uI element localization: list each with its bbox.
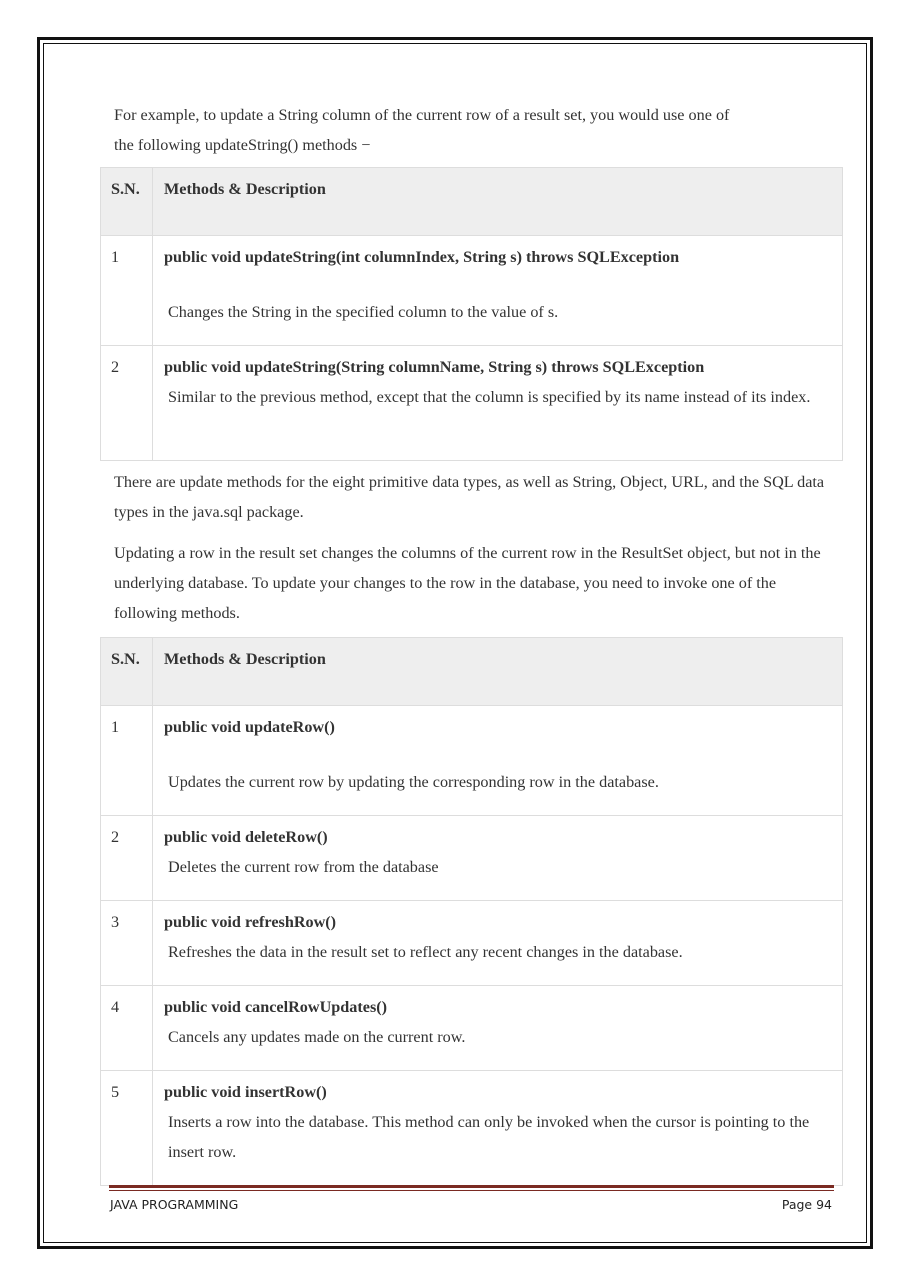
row-number: 1 (111, 718, 120, 736)
method-signature: public void cancelRowUpdates() (164, 998, 388, 1016)
row-description-cell (153, 346, 843, 461)
table-row (101, 986, 843, 1071)
method-description: Refreshes the data in the result set to reflect any recent changes in the database. (168, 943, 683, 961)
row-number-cell (101, 706, 153, 816)
header-sn: S.N. (101, 168, 153, 236)
intro-paragraph (114, 100, 830, 160)
header-methods-description: Methods & Description (153, 168, 843, 236)
row-number: 5 (111, 1083, 120, 1101)
footer-title: JAVA PROGRAMMING (110, 1197, 239, 1212)
method-signature: public void deleteRow() (164, 828, 328, 846)
row-number-cell (101, 986, 153, 1071)
row-number-cell (101, 901, 153, 986)
method-description: Similar to the previous method, except that the column is specified by its name instead of its index. (168, 388, 811, 406)
footer-rule-thick (109, 1185, 834, 1188)
row-description-cell (153, 986, 843, 1071)
update-string-methods-table (100, 167, 843, 461)
updating-row-paragraph: Updating a row in the result set changes the columns of the current row in the ResultSet object, but not in the underlying database. To update your changes to the row in the database, you need to invoke one of the following methods. (114, 544, 821, 622)
row-number: 2 (111, 358, 120, 376)
row-description-cell (153, 816, 843, 901)
method-description: Cancels any updates made on the current row. (168, 1028, 466, 1046)
row-number-cell (101, 236, 153, 346)
intro-line-2: the following updateString() methods − (114, 136, 371, 154)
method-signature: public void insertRow() (164, 1083, 327, 1101)
method-description: Updates the current row by updating the corresponding row in the database. (168, 773, 659, 791)
header-methods-description: Methods & Description (153, 638, 843, 706)
method-signature: public void updateRow() (164, 718, 335, 736)
method-signature: public void updateString(int columnIndex, String s) throws SQLException (164, 248, 680, 266)
row-description-cell (153, 1071, 843, 1186)
table-row (101, 1071, 843, 1186)
table-row (101, 236, 843, 346)
method-signature: public void refreshRow() (164, 913, 337, 931)
row-number: 4 (111, 998, 120, 1016)
table-row (101, 346, 843, 461)
footer-rule-thin (109, 1190, 834, 1191)
table-header-row (101, 168, 843, 236)
table-header-row (101, 638, 843, 706)
row-description-cell (153, 901, 843, 986)
page-number: Page 94 (781, 1197, 832, 1212)
row-number-cell (101, 346, 153, 461)
row-methods-table (100, 637, 843, 1186)
update-methods-paragraph: There are update methods for the eight primitive data types, as well as String, Object, URL, and the SQL data types in the java.sql package. (114, 473, 825, 521)
table-row (101, 816, 843, 901)
table-row (101, 901, 843, 986)
method-description: Changes the String in the specified column to the value of s. (168, 303, 559, 321)
intro-line-1: For example, to update a String column of the current row of a result set, you would use one of (114, 106, 730, 124)
row-number: 1 (111, 248, 120, 266)
row-number: 2 (111, 828, 120, 846)
row-number: 3 (111, 913, 120, 931)
method-description: Deletes the current row from the database (168, 858, 439, 876)
method-description: Inserts a row into the database. This method can only be invoked when the cursor is pointing to the insert row. (168, 1113, 810, 1161)
row-description-cell (153, 236, 843, 346)
header-sn: S.N. (101, 638, 153, 706)
method-signature: public void updateString(String columnName, String s) throws SQLException (164, 358, 705, 376)
row-number-cell (101, 816, 153, 901)
row-description-cell (153, 706, 843, 816)
row-number-cell (101, 1071, 153, 1186)
table-row (101, 706, 843, 816)
